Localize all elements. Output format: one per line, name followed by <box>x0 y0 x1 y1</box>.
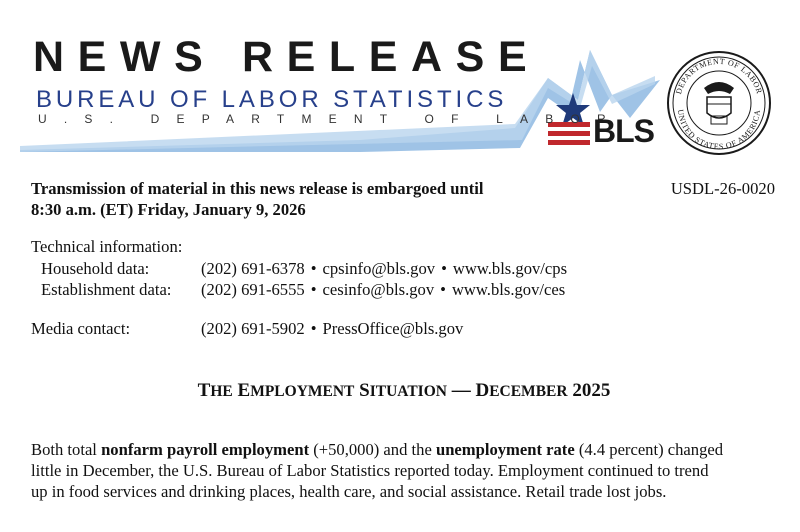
establishment-label: Establishment data: <box>41 280 172 299</box>
separator: • <box>310 319 317 338</box>
separator: • <box>441 259 447 278</box>
summary-paragraph <box>31 439 771 502</box>
separator: • <box>440 280 446 299</box>
summary-line-1: Both total nonfarm payroll employment (+50,000) and the unemployment rate (4.4 percent) changed <box>31 440 724 459</box>
release-number: USDL-26-0020 <box>670 179 775 198</box>
household-web[interactable]: www.bls.gov/cps <box>452 259 568 278</box>
summary-line-2: little in December, the U.S. Bureau of Labor Statistics reported today. Employment continued to trend <box>31 461 709 480</box>
media-contact-row <box>31 318 631 339</box>
separator: • <box>310 280 317 299</box>
household-email[interactable]: cpsinfo@bls.gov <box>322 259 436 278</box>
news-release-banner <box>0 0 800 165</box>
establishment-contact-row <box>41 279 641 300</box>
establishment-values <box>201 279 565 300</box>
establishment-web[interactable]: www.bls.gov/ces <box>451 280 566 299</box>
media-label: Media contact: <box>31 319 131 338</box>
seal-text-top: DEPARTMENT OF LABOR <box>674 56 764 96</box>
seal-text-bottom: UNITED STATES OF AMERICA <box>675 108 763 152</box>
department-name: U.S. DEPARTMENT OF LABOR <box>38 112 623 126</box>
embargo-line-1: Transmission of material in this news release is embargoed until <box>31 179 484 198</box>
media-phone: (202) 691-5902 <box>201 319 305 338</box>
embargo-line-2: 8:30 a.m. (ET) Friday, January 9, 2026 <box>31 200 306 219</box>
household-phone: (202) 691-6378 <box>201 259 305 278</box>
media-values <box>201 318 463 339</box>
release-headline: THE EMPLOYMENT SITUATION — DECEMBER 2025 <box>197 380 611 401</box>
agency-name: BUREAU OF LABOR STATISTICS <box>36 86 508 113</box>
unemployment-rate-term: unemployment rate <box>435 440 575 459</box>
establishment-email[interactable]: cesinfo@bls.gov <box>322 280 435 299</box>
household-values <box>201 258 567 279</box>
nonfarm-payroll-term: nonfarm payroll employment <box>101 440 310 459</box>
summary-line-3: up in food services and drinking places, health care, and social assistance. Retail trade lost jobs. <box>31 482 667 501</box>
household-label: Household data: <box>41 259 150 278</box>
establishment-phone: (202) 691-6555 <box>201 280 305 299</box>
separator: • <box>310 259 317 278</box>
technical-info-label: Technical information: <box>31 237 183 256</box>
banner-graphic <box>0 0 800 165</box>
dol-seal-icon <box>668 52 770 154</box>
embargo-notice <box>31 178 483 220</box>
news-release-title: NEWS RELEASE <box>33 33 541 81</box>
household-contact-row <box>41 258 641 279</box>
media-email[interactable]: PressOffice@bls.gov <box>322 319 464 338</box>
bls-logo-text: BLS <box>593 113 654 149</box>
